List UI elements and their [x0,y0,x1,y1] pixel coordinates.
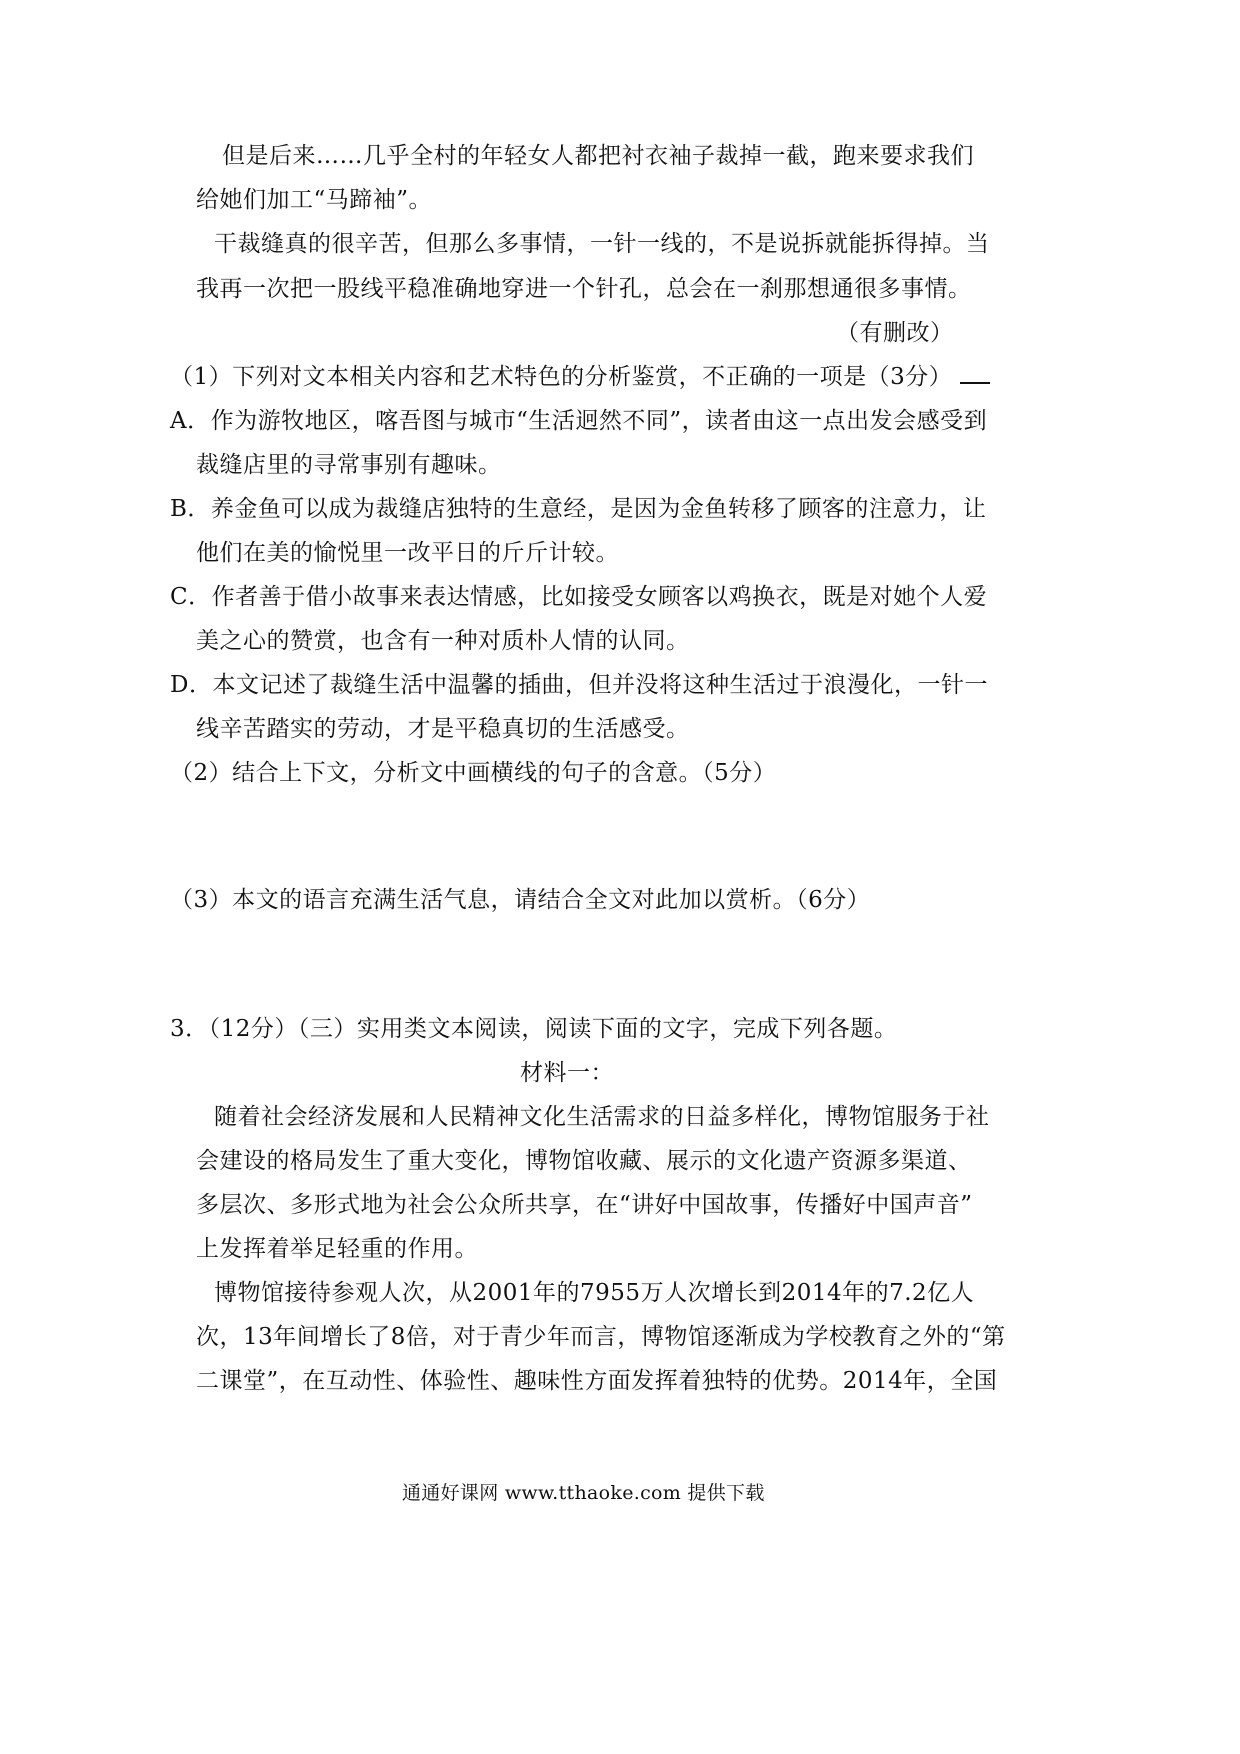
material-p1-line2: 会建设的格局发生了重大变化，博物馆收藏、展示的文化遗产资源多渠道、 [196,1148,972,1174]
q1-option-d-line2: 线辛苦踏实的劳动，才是平稳真切的生活感受。 [196,716,690,742]
q1-option-c-line1: C．作者善于借小故事来表达情感，比如接受女顾客以鸡换衣，既是对她个人爱 [170,584,988,610]
q1-option-b-line2: 他们在美的愉悦里一改平日的斤斤计较。 [196,540,619,566]
q3-stem: （3）本文的语言充满生活气息，请结合全文对此加以赏析。（6分） [170,887,871,913]
q1-option-c-line2: 美之心的赞赏，也含有一种对质朴人情的认同。 [196,628,690,654]
section3-heading: 3．（12分）（三）实用类文本阅读，阅读下面的文字，完成下列各题。 [170,1016,898,1042]
material-p1-line4: 上发挥着举足轻重的作用。 [196,1236,478,1262]
passage-edit-note: （有删改） [836,320,954,346]
material-p2-line1: 博物馆接待参观人次，从2001年的7955万人次增长到2014年的7.2亿人 [214,1280,975,1306]
page-footer: 通通好课网 www.tthaoke.com 提供下载 [402,1482,765,1504]
passage-p2-line1: 干裁缝真的很辛苦，但那么多事情，一针一线的，不是说拆就能拆得掉。当 [214,231,990,257]
q1-option-d-line1: D．本文记述了裁缝生活中温馨的插曲，但并没将这种生活过于浪漫化，一针一 [170,672,988,698]
q1-stem-text: （1）下列对文本相关内容和艺术特色的分析鉴赏，不正确的一项是（3分） [170,364,953,390]
q2-stem: （2）结合上下文，分析文中画横线的句子的含意。（5分） [170,760,777,786]
q1-option-b-line1: B．养金鱼可以成为裁缝店独特的生意经，是因为金鱼转移了顾客的注意力，让 [170,496,987,522]
passage-p1-line2: 给她们加工“马蹄袖”。 [196,187,433,213]
q1-option-a-line2: 裁缝店里的寻常事别有趣味。 [196,452,502,478]
material-p2-line2: 次，13年间增长了8倍，对于青少年而言，博物馆逐渐成为学校教育之外的“第 [196,1324,1006,1350]
answer-blank [960,382,990,384]
q1-option-a-line1: A．作为游牧地区，喀吾图与城市“生活迥然不同”，读者由这一点出发会感受到 [170,408,988,434]
material-p2-line3: 二课堂”，在互动性、体验性、趣味性方面发挥着独特的优势。2014年，全国 [196,1368,998,1394]
passage-p1-line1: 但是后来……几乎全村的年轻女人都把衬衣袖子裁掉一截，跑来要求我们 [222,143,974,169]
passage-p2-line2: 我再一次把一股线平稳准确地穿进一个针孔，总会在一刹那想通很多事情。 [196,276,972,302]
q1-stem [170,362,990,392]
material-p1-line1: 随着社会经济发展和人民精神文化生活需求的日益多样化，博物馆服务于社 [214,1104,990,1130]
material-one-title: 材料一： [520,1060,614,1086]
material-p1-line3: 多层次、多形式地为社会公众所共享，在“讲好中国故事，传播好中国声音” [196,1192,973,1218]
